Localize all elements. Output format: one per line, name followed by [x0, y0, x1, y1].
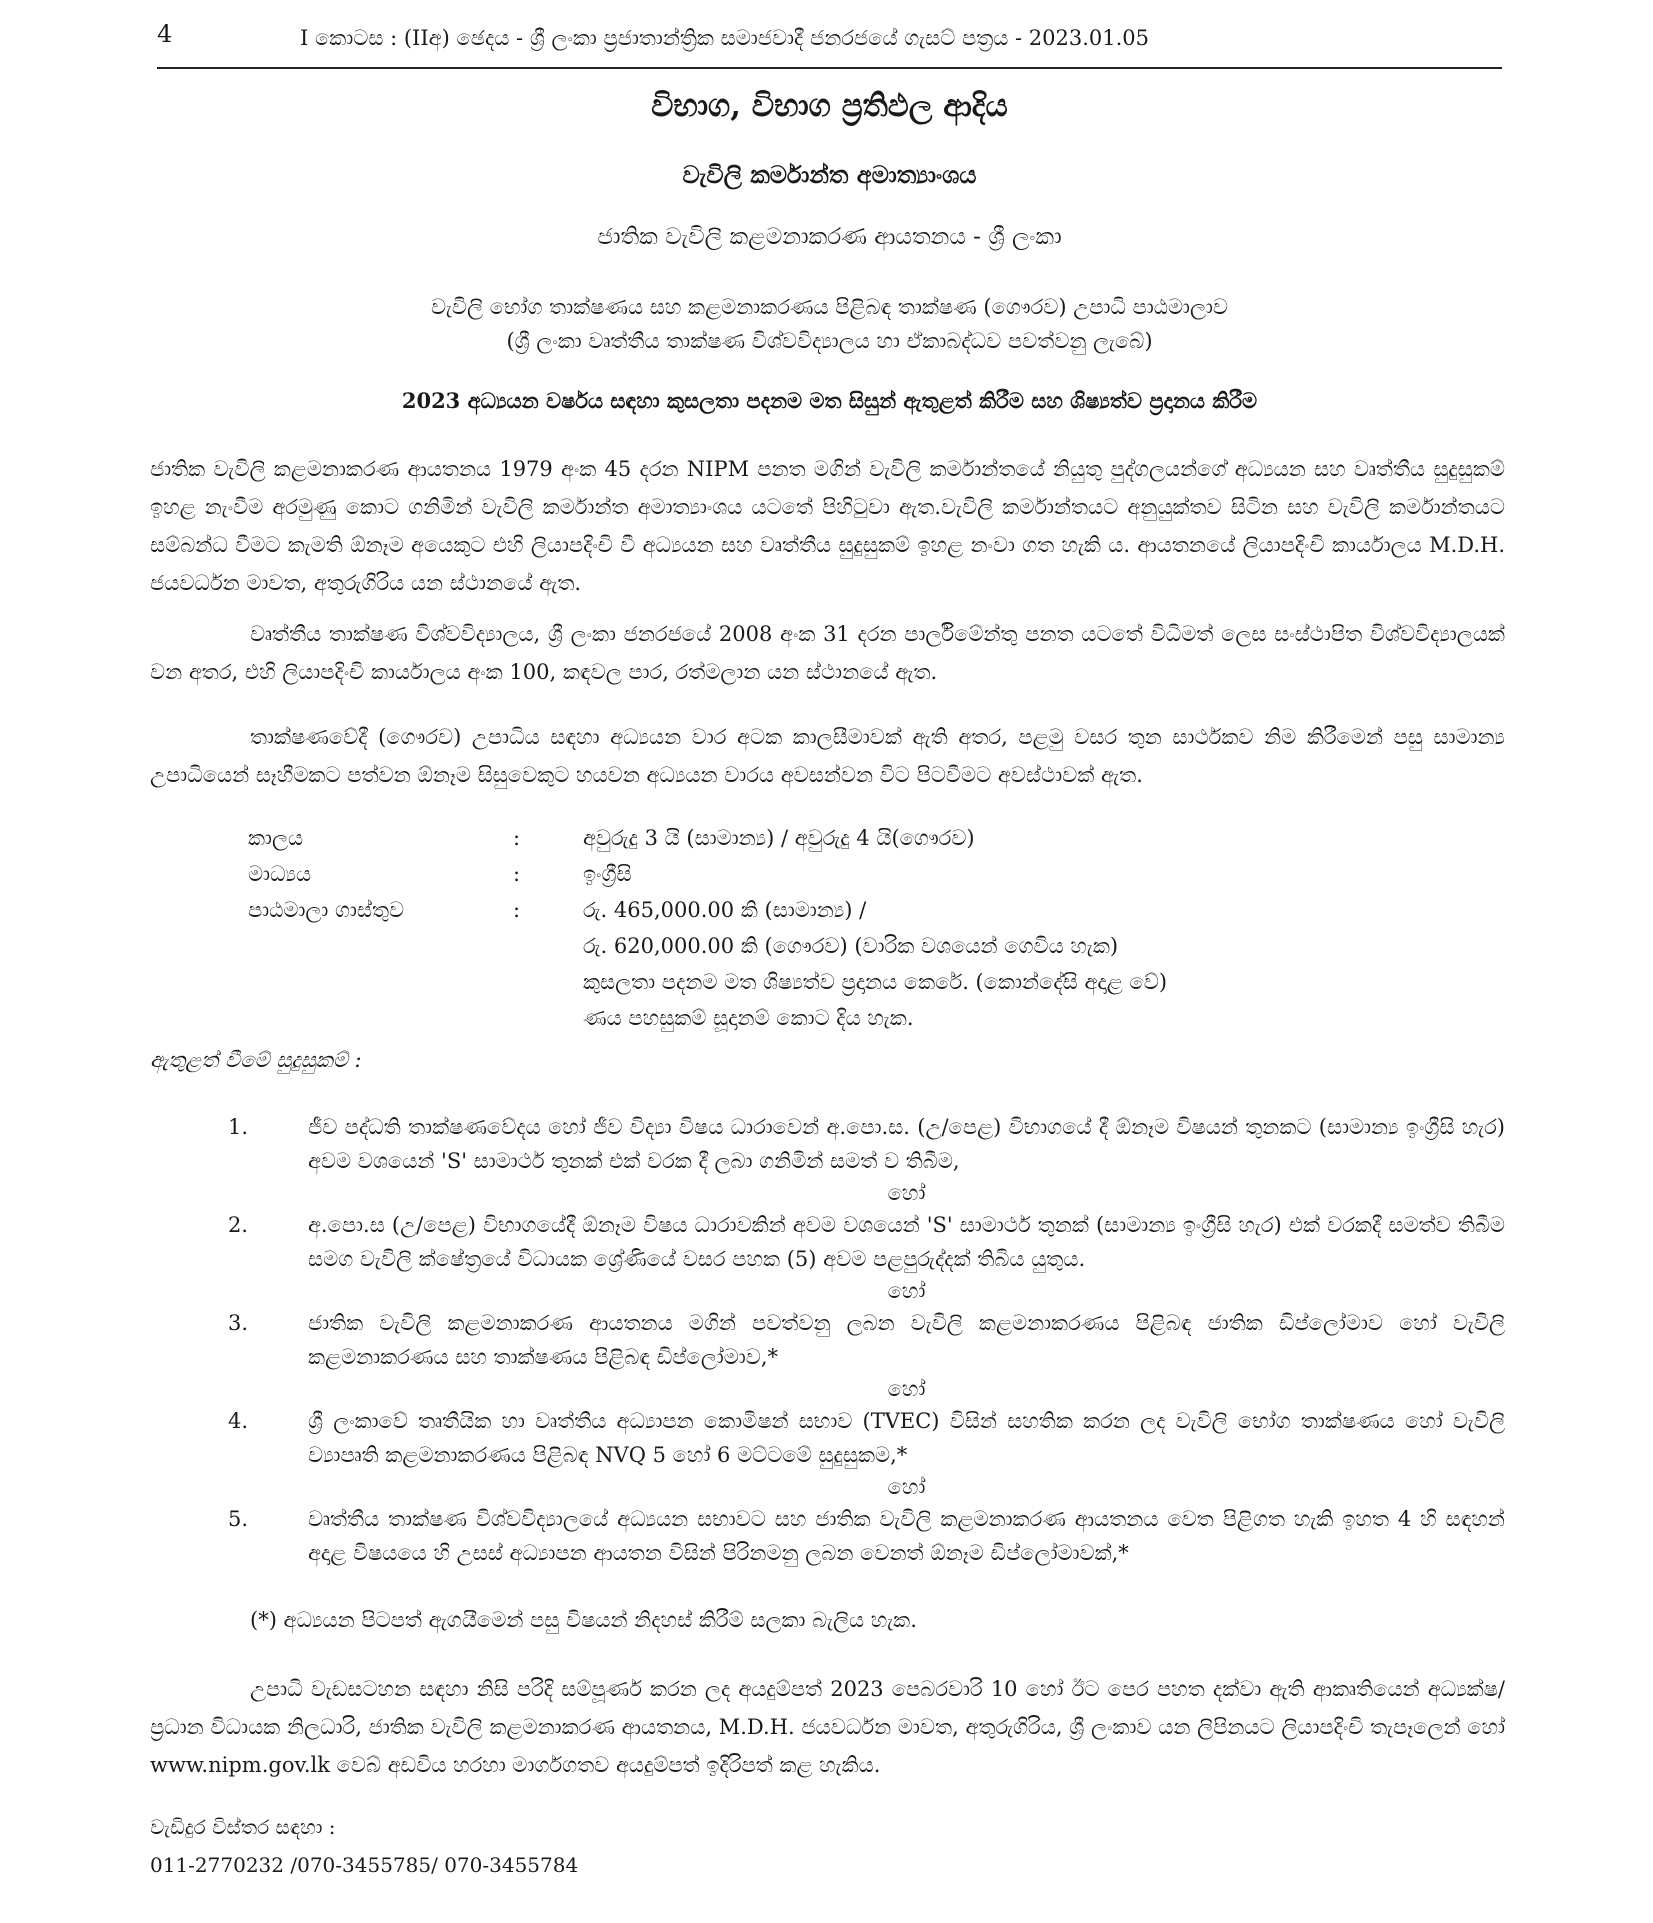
notice-heading: 2023 අධ්‍යයන වර්ෂය සඳහා කුසලතා පදනම මත සිසුන් ඇතුළත් කිරීම සහ ශිෂ්‍යත්ව ප්‍රදානය කිරීම [401, 388, 1258, 413]
list-item [228, 1404, 1505, 1472]
contact-label: වැඩිදුර විස්තර සඳහා : [150, 1815, 336, 1839]
paragraph-application: උපාධි වැඩසටහන සඳහා නිසි පරිදි සම්පූර්ණ කරන ලද අයදුම්පත් 2023 පෙබරවාරි 10 හෝ ඊට පෙර පහත දක්වා ඇති ආකෘතියෙන් අධ්‍යක්ෂ/ප්‍රධාන විධායක නිලධාරි, ජාතික වැවිලි කළමනාකරණ ආයතනය, M.D.H. ජයවර්ධන මාවත, අතුරුගිරිය, ශ්‍රී ලංකාව යන ලිපිනයට ලියාපදිංචි තැපෑලෙන් හෝ www.nipm.gov.lk වෙබ් අඩවිය හරහා මාර්ගගතව අයදුම්පත් ඉදිරිපත් කළ හැකිය. [150, 1677, 1505, 1777]
contact-info [150, 1808, 578, 1884]
list-item [228, 1306, 1505, 1374]
list-item [228, 1110, 1505, 1178]
detail-value: ඉංග්‍රීසි [583, 861, 632, 886]
detail-separator: : [513, 898, 521, 922]
course-title [157, 290, 1502, 358]
exemption-note: (*) අධ්‍යයන පිටපත් ඇගයීමෙන් පසු විෂයන් නිදහස් කිරීම් සලකා බැලිය හැක. [250, 1608, 917, 1632]
detail-label: කාලය [248, 825, 304, 850]
detail-value: රු. 620,000.00 කි (ගෞරව) (වාරික වශයෙන් ගෙවිය හැක) [583, 933, 1119, 958]
detail-label: පාඨමාලා ගාස්තුව [248, 897, 405, 922]
item-text: ජාතික වැවිලි කළමනාකරණ ආයතනය මගින් පවත්වනු ලබන වැවිලි කළමනාකරණය පිළිබඳ ජාතික ඩිප්ලෝමාව හෝ වැවිලි කළමනාකරණය සහ තාක්ෂණය පිළිබඳ ඩිප්ලෝමාව,* [308, 1311, 1505, 1369]
item-text: අ.පො.ස (උ/පෙළ) විභාගයේදී ඕනෑම විෂය ධාරාවකින් අවම වශයෙන් 'S' සාමාර්ථ තුනක් (සාමාන්‍ය ඉංග්‍රීසි හැර) එක් වරකදී සමත්ව තිබීම සමග වැවිලි ක්ෂේත්‍රයේ විධායක ශ්‍රේණියේ වසර පහක (5) අවම පළපුරුද්දක් තිබිය යුතුය. [308, 1213, 1505, 1271]
list-item [228, 1502, 1505, 1570]
detail-row-scholarship [248, 964, 1383, 1000]
detail-row-loan [248, 1000, 1383, 1036]
detail-row-medium [248, 856, 1383, 892]
paragraph-nipm: ජාතික වැවිලි කළමනාකරණ ආයතනය 1979 අංක 45 දරන NIPM පනත මගින් වැවිලි කර්මාන්තයේ නියුතු පුද්ගලයන්ගේ අධ්‍යයන සහ වෘත්තීය සුදුසුකම් ඉහළ නැංවීම අරමුණු කොට ගනිමින් වැවිලි කර්මාන්ත අමාත්‍යාංශය යටතේ පිහිටුවා ඇත.වැවිලි කර්මාන්තයට අනුයුක්තව සිටින සහ වැවිලි කර්මාන්තයට සම්බන්ධ වීමට කැමති ඕනෑම අයෙකුට එහි ලියාපදිංචි වී අධ්‍යයන සහ වෘත්තීය සුදුසුකම් ඉහළ නංවා ගත හැකි ය. ආයතනයේ ලියාපදිංචි කාර්යාලය M.D.H. ජයවර්ධන මාවත, අතුරුගිරිය යන ස්ථානයේ ඇත. [150, 457, 1505, 595]
paragraph-duration: තාක්ෂණවේදී (ගෞරව) උපාධිය සඳහා අධ්‍යයන වාර අටක කාලසීමාවක් ඇති අතර, පළමු වසර තුන සාර්ථකව නිම කිරීමෙන් පසු සාමාන්‍ය උපාධියෙන් සෑහීමකට පත්වන ඕනෑම සිසුවෙකුට හයවන අධ්‍යයන වාරය අවසන්වන විට පිටවීමට අවස්ථාවක් ඇත. [150, 725, 1505, 787]
paragraph-univotec: වෘත්තීය තාක්ෂණ විශ්වවිද්‍යාලය, ශ්‍රී ලංකා ජනරජයේ 2008 අංක 31 දරන පාර්ලිමේන්තු පනත යටතේ විධිමත් ලෙස සංස්ථාපිත විශ්වවිද්‍යාලයක් වන අතර, එහි ලියාපදිංචි කාර්යාලය අංක 100, කඳවල පාර, රත්මලාන යන ස්ථානයේ ඇත. [150, 622, 1505, 684]
detail-value: කුසලතා පදනම මත ශිෂ්‍යත්ව ප්‍රදානය කෙරේ. (කොන්දේසි අදාළ වේ) [583, 969, 1168, 994]
item-number: 4. [228, 1409, 249, 1433]
item-number: 1. [228, 1115, 249, 1139]
item-text: ශ්‍රී ලංකාවේ තෘතීයික හා වෘත්තීය අධ්‍යාපන කොමිෂන් සභාව (TVEC) විසින් සහතික කරන ලද වැවිලි භෝග තාක්ෂණය හෝ වැවිලි ව්‍යාපෘති කළමනාකරණය පිළිබඳ NVQ 5 හෝ 6 මට්ටමේ සුදුසුකම,* [308, 1409, 1505, 1467]
item-text: වෘත්තීය තාක්ෂණ විශ්වවිද්‍යාලයේ අධ්‍යයන සභාවට සහ ජාතික වැවිලි කළමනාකරණ ආයතනය වෙත පිළිගත හැකි ඉහත 4 හි සඳහන් අදාළ විෂයයෙ හි උසස් අධ්‍යාපන ආයතන විසින් පිරිනමනු ලබන වෙනත් ඕනෑම ඩිප්ලෝමාවක්,* [308, 1507, 1505, 1565]
detail-row-fee [248, 892, 1383, 928]
or-separator: හෝ [887, 1475, 926, 1499]
institute-name: ජාතික වැවිලි කළමනාකරණ ආයතනය - ශ්‍රී ලංකා [597, 224, 1062, 250]
detail-separator: : [513, 862, 521, 886]
item-number: 3. [228, 1311, 249, 1335]
detail-label: මාධ්‍යය [248, 861, 312, 886]
course-title-line: වැවිලි භෝග තාක්ෂණය සහ කළමනාකරණය පිළිබඳ තාක්ෂණ (ගෞරව) උපාධි පාඨමාලාව [430, 295, 1229, 319]
item-text: ජීව පද්ධති තාක්ෂණවේදය හෝ ජීව විද්‍යා විෂය ධාරාවෙන් අ.පො.ස. (උ/පෙළ) විභාගයේ දී ඕනෑම විෂයන් තුනකට (සාමාන්‍ය ඉංග්‍රීසි හැර) අවම වශයෙන් 'S' සාමාර්ථ තුනක් එක් වරක දී ලබා ගනිමින් සමත් ව තිබීම, [308, 1115, 1505, 1173]
detail-value: රු. 465,000.00 කි (සාමාන්‍ය) / [583, 897, 867, 922]
course-subtitle-line: (ශ්‍රී ලංකා වෘත්තීය තාක්ෂණ විශ්වවිද්‍යාලය හා ඒකාබද්ධව පවත්වනු ලැබේ) [506, 329, 1153, 353]
requirements-heading: ඇතුළත් වීමේ සුදුසුකම් : [150, 1048, 362, 1072]
section-title: විභාග, විභාග ප්‍රතිඵල ආදිය [651, 88, 1008, 124]
detail-separator: : [513, 826, 521, 850]
header-rule [157, 67, 1502, 69]
contact-phones: 011-2770232 /070-3455785/ 070-3455784 [150, 1853, 579, 1877]
or-separator: හෝ [887, 1181, 926, 1205]
list-item [228, 1208, 1505, 1276]
item-number: 2. [228, 1213, 249, 1237]
or-separator: හෝ [887, 1377, 926, 1401]
detail-value: අවුරුදු 3 යි (සාමාන්‍ය) / අවුරුදු 4 යි(ගෞරව) [583, 825, 975, 850]
or-separator: හෝ [887, 1279, 926, 1303]
detail-row-fee-cont [248, 928, 1383, 964]
detail-value: ණය පහසුකම් සූදානම් කොට දිය හැක. [583, 1005, 914, 1030]
running-header: I කොටස : (IIඅ) ඡෙදය - ශ්‍රී ලංකා ප්‍රජාතාන්ත්‍රික සමාජවාදී ජනරජයේ ගැසට් පත්‍රය - 2023.01.05 [300, 26, 1150, 50]
requirements-list [228, 1110, 1505, 1570]
detail-row-duration [248, 820, 1383, 856]
course-details [248, 820, 1383, 1036]
page-number: 4 [157, 20, 173, 48]
ministry-name: වැවිලි කර්මාන්ත අමාත්‍යාංශය [682, 160, 977, 189]
item-number: 5. [228, 1507, 249, 1531]
